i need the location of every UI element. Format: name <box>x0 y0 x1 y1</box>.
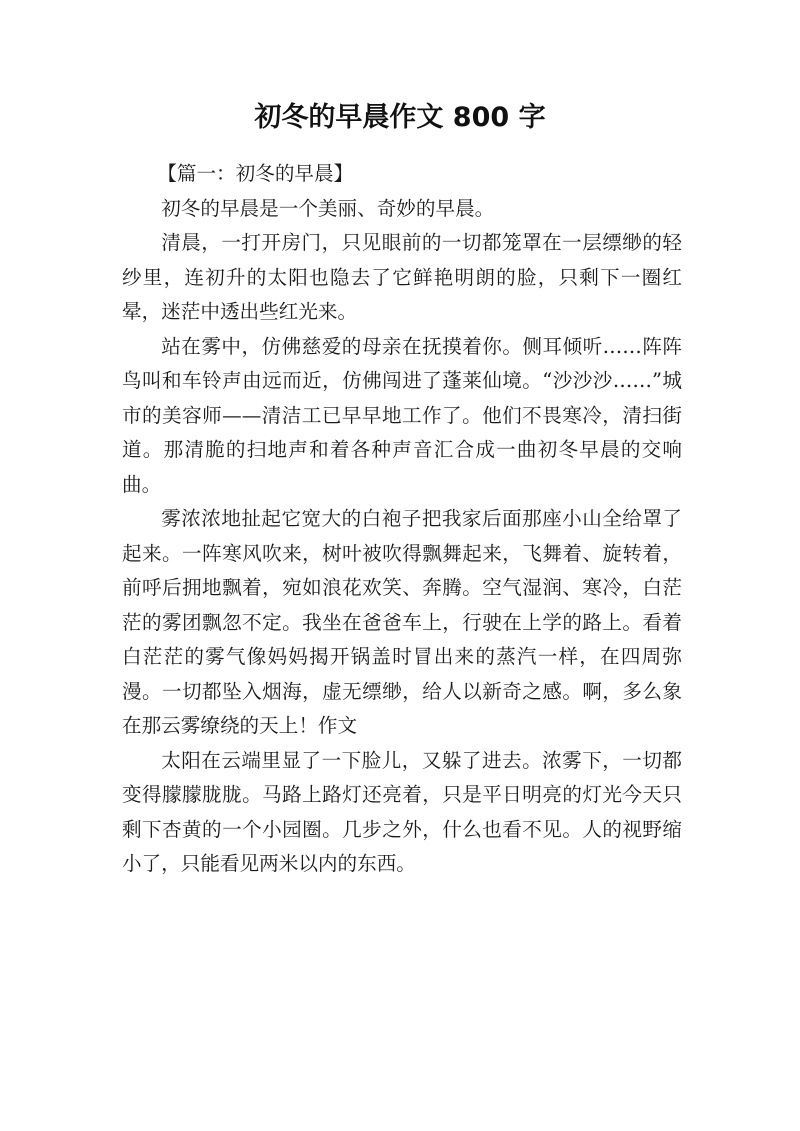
paragraph-5: 太阳在云端里显了一下脸儿，又躲了进去。浓雾下，一切都变得朦朦胧胧。马路上路灯还亮着，只是平日明亮的灯光今天只剩下杏黄的一个小园圈。几步之外，什么也看不见。人的视野缩小了，只能看见两米以内的东西。 <box>122 748 682 875</box>
document-body <box>122 157 682 882</box>
paragraph-3: 站在雾中，仿佛慈爱的母亲在抚摸着你。侧耳倾听……阵阵鸟叫和车铃声由远而近，仿佛闯进了蓬莱仙境。“沙沙沙……”城市的美容师——清洁工已早早地工作了。他们不畏寒冷，清扫街道。那清脆的扫地声和着各种声音汇合成一曲初冬早晨的交响曲。 <box>122 334 682 496</box>
paragraph-4: 雾浓浓地扯起它宽大的白袍子把我家后面那座小山全给罩了起来。一阵寒风吹来，树叶被吹得飘舞起来，飞舞着、旋转着，前呼后拥地飘着，宛如浪花欢笑、奔腾。空气湿润、寒冷，白茫茫的雾团飘忽不定。我坐在爸爸车上，行驶在上学的路上。看着白茫茫的雾气像妈妈揭开锅盖时冒出来的蒸汽一样，在四周弥漫。一切都坠入烟海，虚无缥缈，给人以新奇之感。啊，多么象在那云雾缭绕的天上！作文 <box>122 507 682 737</box>
document-title: 初冬的早晨作文 800 字 <box>254 102 546 133</box>
paragraph-2: 清晨，一打开房门，只见眼前的一切都笼罩在一层缥缈的轻纱里，连初升的太阳也隐去了它鲜艳明朗的脸，只剩下一圈红晕，迷茫中透出些红光来。 <box>122 231 682 323</box>
section-heading: 【篇一：初冬的早晨】 <box>157 162 354 185</box>
paragraph-1: 初冬的早晨是一个美丽、奇妙的早晨。 <box>161 196 495 220</box>
